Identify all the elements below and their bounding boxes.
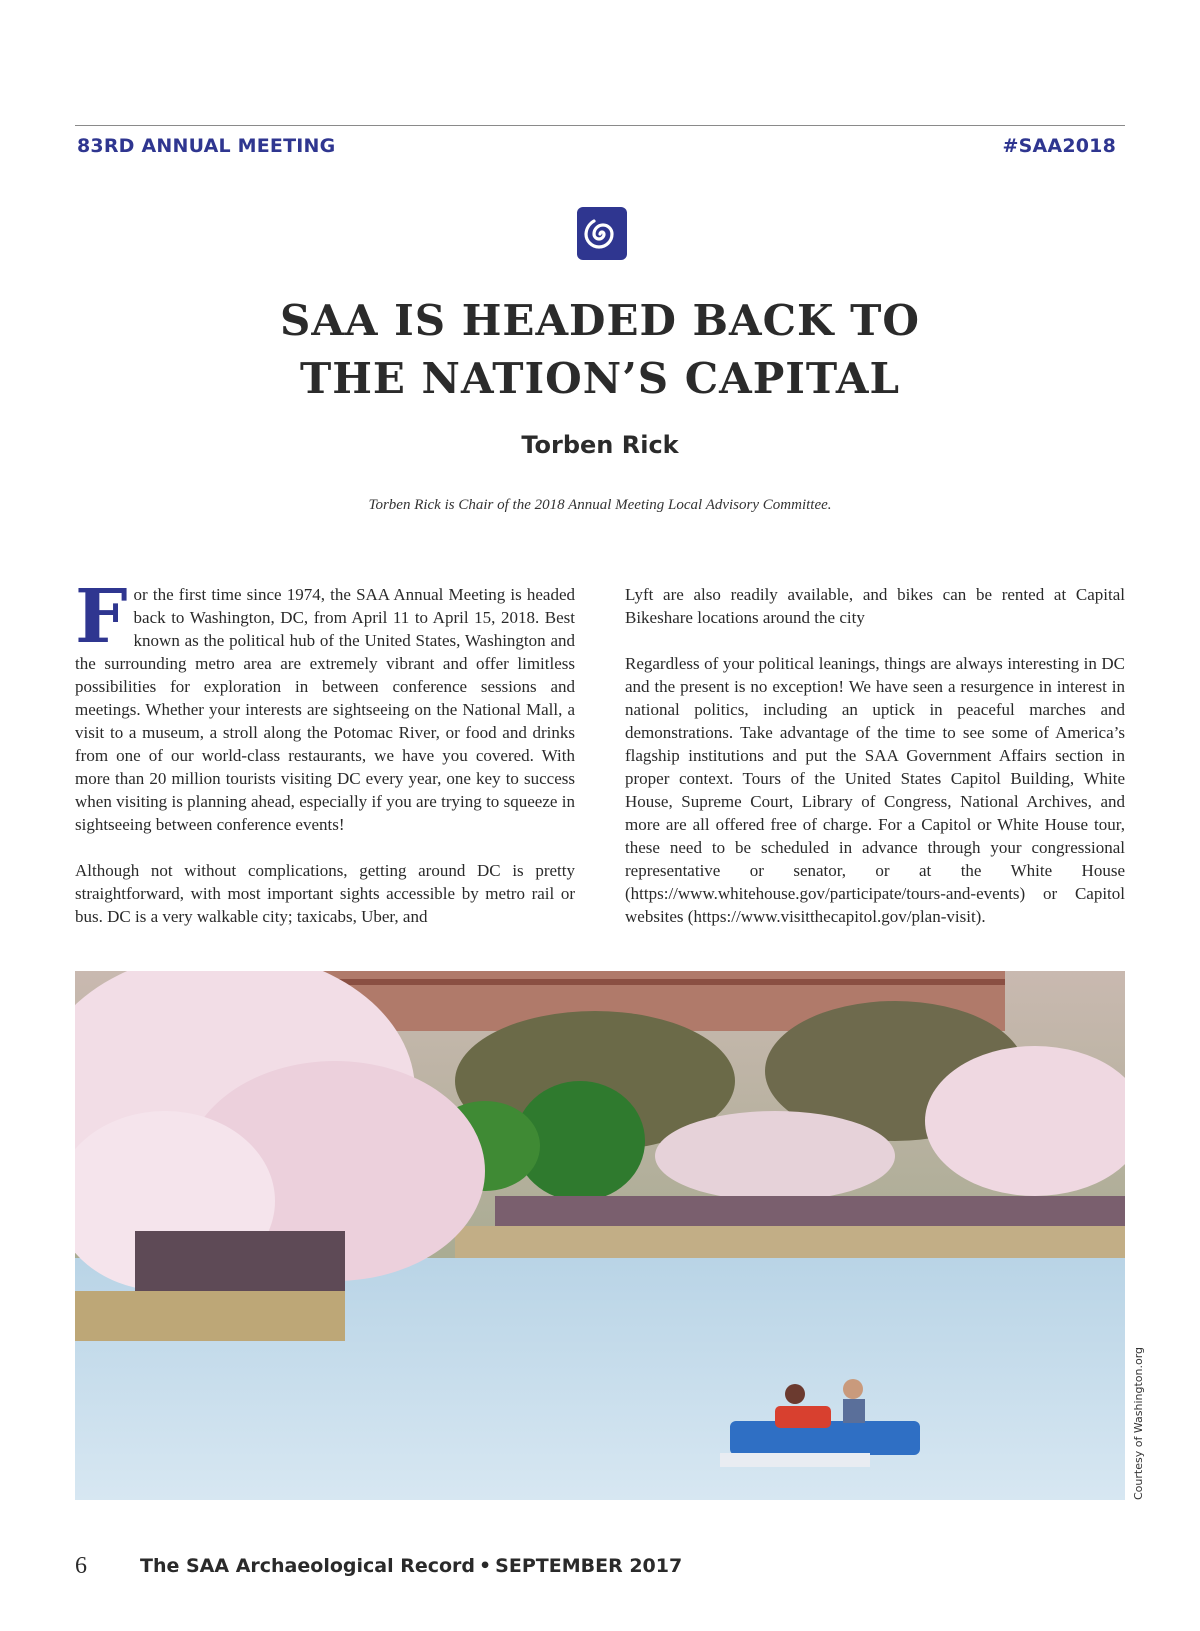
paragraph-1-text: or the first time since 1974, the SAA Annual Meeting is headed back to Washington, DC, from April 11 to April 15, 2018. Best known as the political hub of the United States, Washington and the surrounding metro area are extremely vibrant and offer limitless possibilities for exploration in between conference sessions and meetings. Whether your interests are sightseeing on the National Mall, a visit to a museum, a stroll along the Potomac River, or food and drinks from one of our world-class restaurants, we have you covered. With more than 20 million tourists visiting DC every year, one key to success when visiting is planning ahead, especially if you are trying to squeeze in sightseeing between conference events!	[75, 585, 575, 834]
paragraph-4: Regardless of your political leanings, things are always interesting in DC and the present is no exception! We have seen a resurgence in interest in national politics, including an uptick in peaceful marches and demonstrations. Take advantage of the time to see some of America’s flagship institutions and put the SAA Government Affairs section in proper context. Tours of the United States Capitol Building, White House, Supreme Court, Library of Congress, National Archives, and more are all offered free of charge. For a Capitol or White House tour, these need to be scheduled in advance through your congressional representative or senator, or at the White House (https://www.whitehouse.gov/participate/tours-and-events) or Capitol websites (https://www.visitthecapitol.gov/plan-visit).	[625, 654, 1125, 926]
paragraph-3: Lyft are also readily available, and bikes can be rented at Capital Bikeshare locations around the city	[625, 585, 1125, 627]
section-label: 83RD ANNUAL MEETING	[77, 135, 336, 157]
column-left	[75, 574, 575, 951]
header-rule	[75, 125, 1125, 126]
paragraph-1	[75, 574, 575, 836]
page-number: 6	[75, 1553, 87, 1579]
footer-separator: •	[479, 1555, 492, 1577]
issue-date: SEPTEMBER 2017	[495, 1555, 683, 1577]
left-crowd	[135, 1231, 345, 1291]
seawall	[455, 1226, 1125, 1258]
publication-footer	[140, 1555, 682, 1577]
article-title	[150, 292, 1050, 408]
photo-credit: Courtesy of Washington.org	[1132, 1346, 1145, 1500]
title-line-1: SAA IS HEADED BACK TO	[280, 296, 920, 345]
paragraph-2: Although not without complications, getting around DC is pretty straightforward, with most important sights accessible by metro rail or bus. DC is a very walkable city; taxicabs, Uber, and	[75, 861, 575, 926]
publication-name: The SAA Archaeological Record	[140, 1555, 476, 1577]
author-bio: Torben Rick is Chair of the 2018 Annual Meeting Local Advisory Committee.	[368, 497, 832, 513]
drop-cap: F	[75, 574, 128, 660]
title-line-2: THE NATION’S CAPITAL	[299, 354, 901, 403]
author-name: Torben Rick	[521, 431, 679, 459]
hashtag-label: #SAA2018	[1002, 135, 1116, 157]
column-right	[625, 583, 1125, 951]
cherry-blossom-photo	[75, 971, 1125, 1500]
crowd	[495, 1196, 1125, 1226]
spiral-icon	[577, 207, 627, 260]
left-seawall	[75, 1291, 345, 1341]
